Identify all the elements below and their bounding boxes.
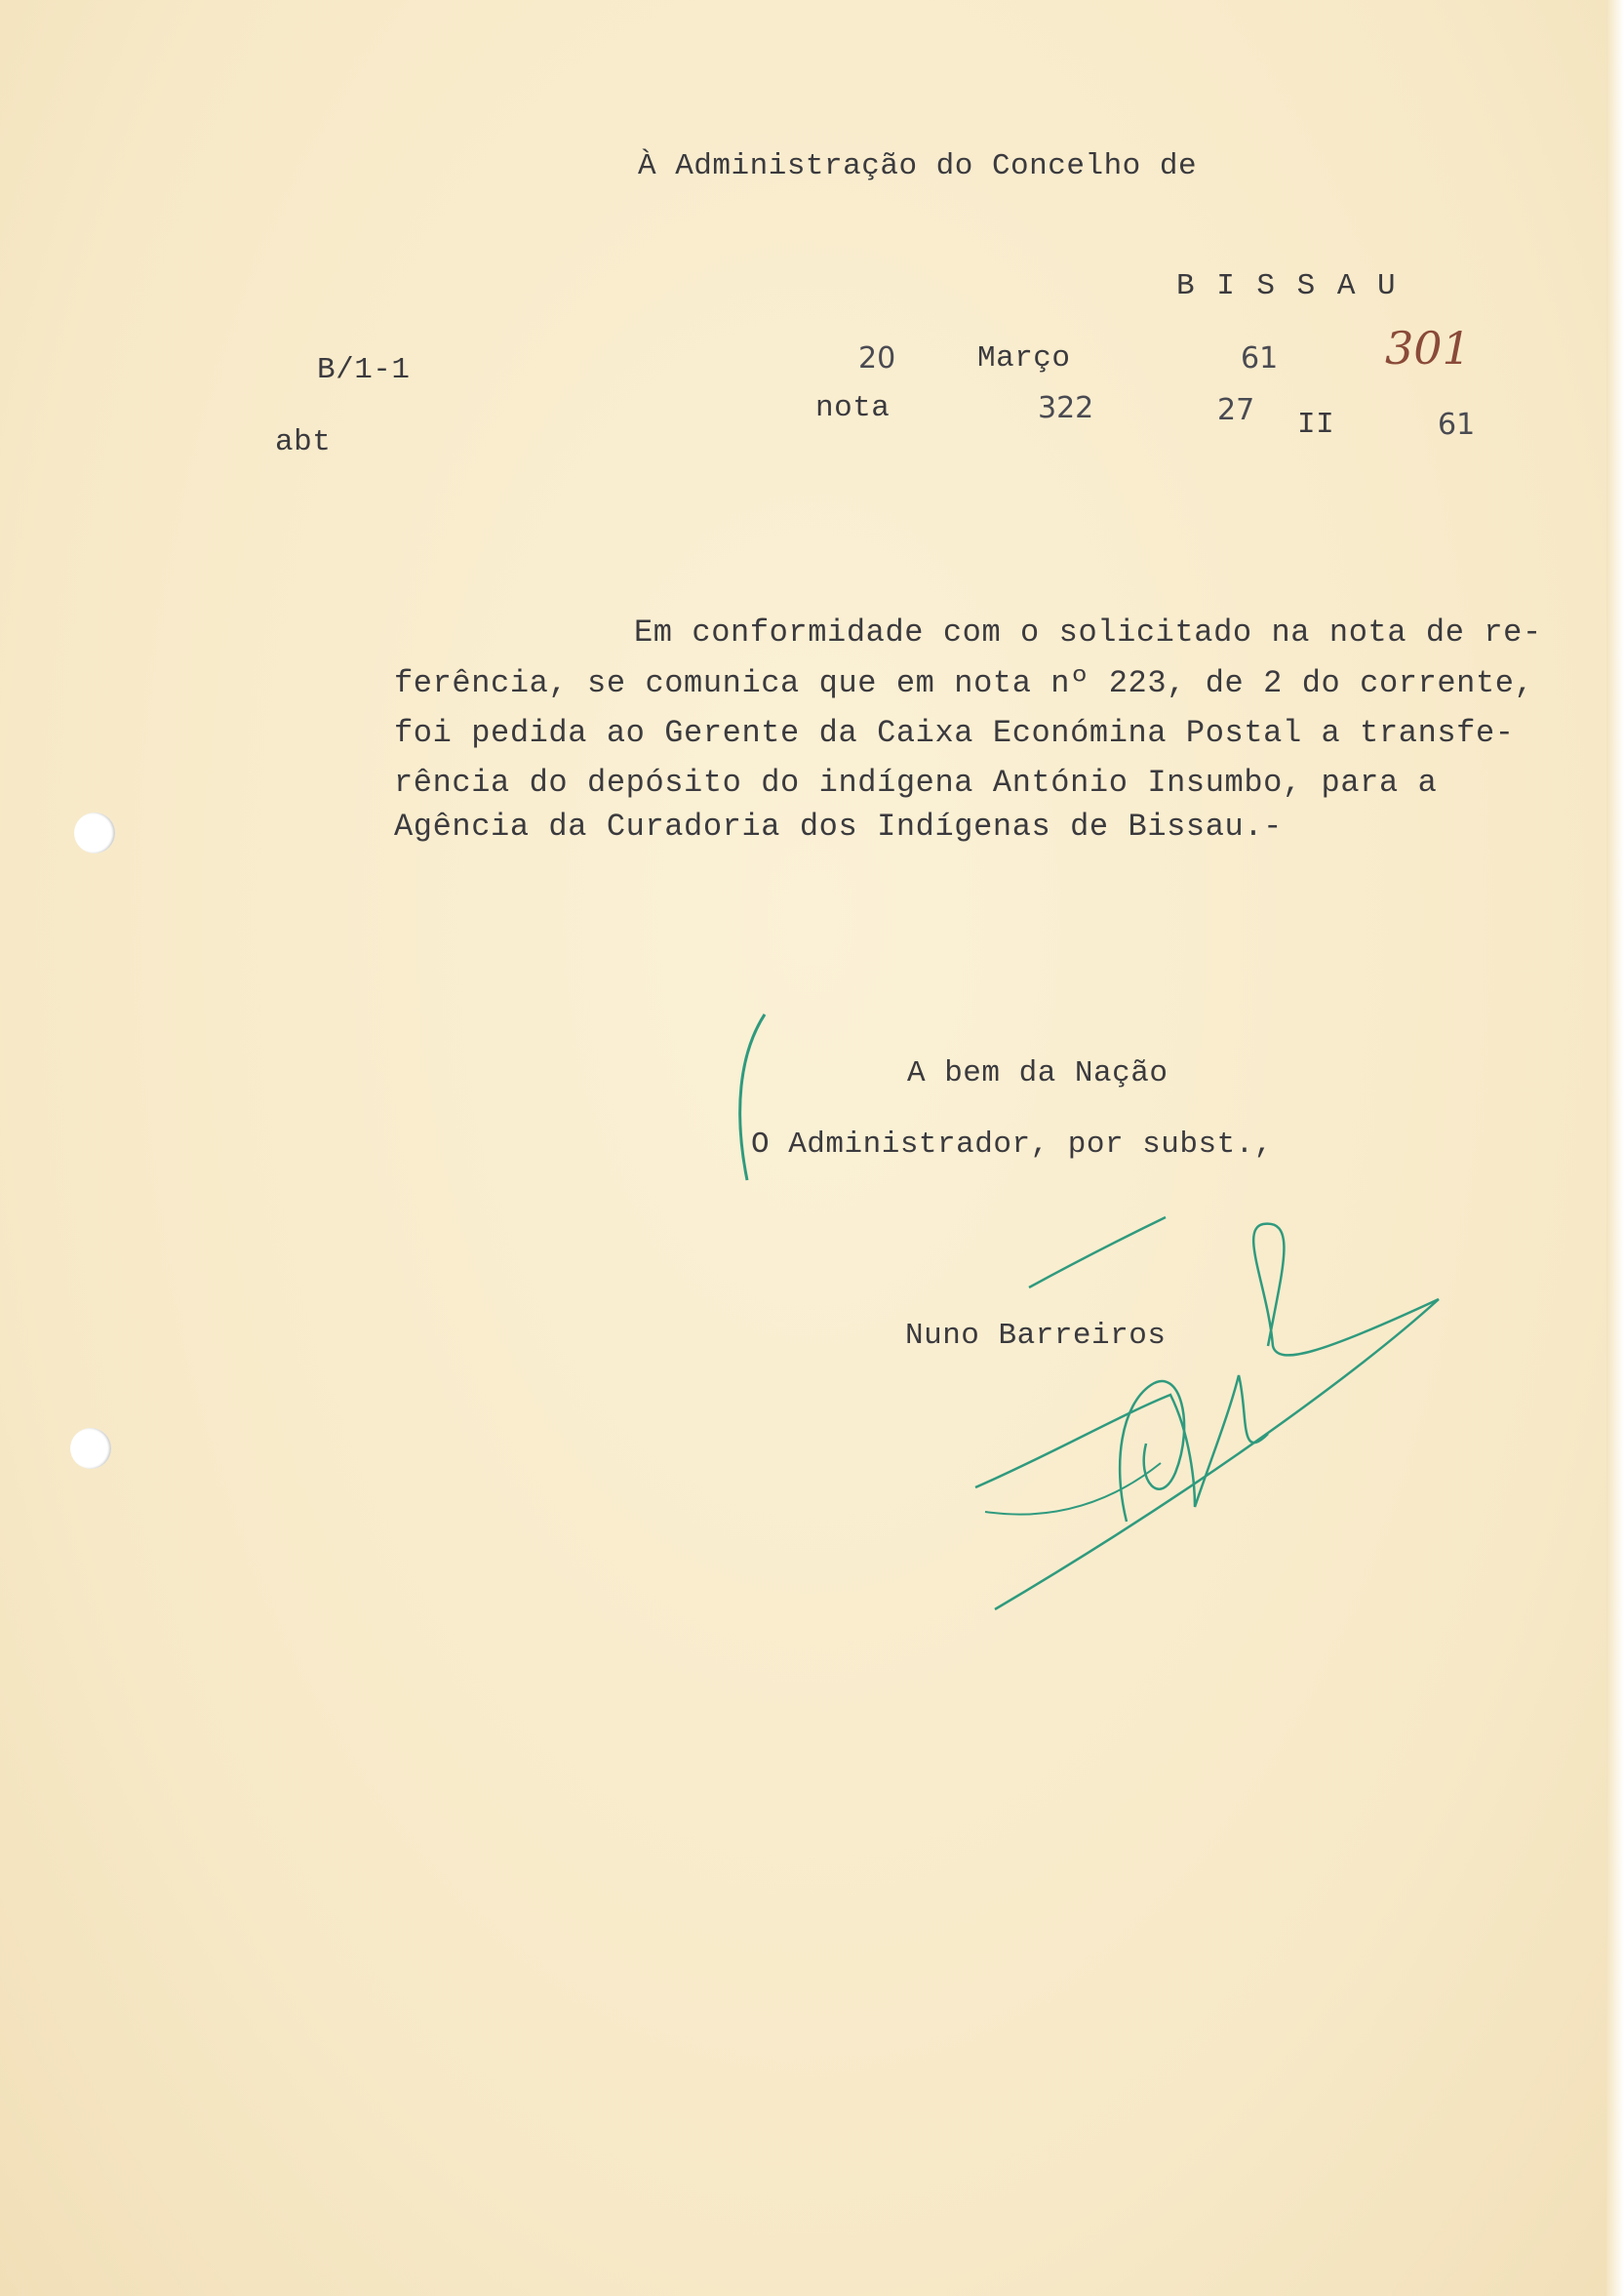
margin-bracket — [740, 1014, 765, 1180]
nota-label: nota — [815, 391, 891, 425]
nota-day: 27 — [1217, 393, 1255, 427]
body-line-2: ferência, se comunica que em nota nº 223, de 2 do corrente, — [394, 665, 1534, 701]
date-year: 61 — [1241, 341, 1279, 376]
nota-month: II — [1297, 408, 1335, 442]
signature-stroke-1 — [1029, 1217, 1166, 1287]
handwritten-number: 301 — [1385, 322, 1471, 375]
signature-stroke-5 — [995, 1299, 1439, 1609]
body-line-1: Em conformidade com o solicitado na nota de re- — [634, 614, 1542, 651]
signatory-name: Nuno Barreiros — [905, 1319, 1167, 1353]
nota-year: 61 — [1438, 408, 1476, 442]
closing-salutation: A bem da Nação — [907, 1056, 1168, 1090]
closing-role: O Administrador, por subst., — [751, 1128, 1273, 1162]
addressee-line: À Administração do Concelho de — [638, 149, 1198, 183]
typist-initials: abt — [275, 425, 332, 459]
city-line: B I S S A U — [1176, 269, 1398, 303]
date-month: Março — [977, 341, 1071, 376]
body-line-4: rência do depósito do indígena António Insumbo, para a — [394, 765, 1438, 801]
date-day: 20 — [858, 341, 896, 376]
nota-number: 322 — [1038, 391, 1094, 425]
signature-stroke-4 — [1253, 1224, 1439, 1356]
file-code: B/1-1 — [317, 353, 411, 387]
body-line-5: Agência da Curadoria dos Indígenas de Bissau.- — [394, 809, 1283, 845]
body-line-3: foi pedida ao Gerente da Caixa Económina Postal a transfe- — [394, 715, 1515, 751]
